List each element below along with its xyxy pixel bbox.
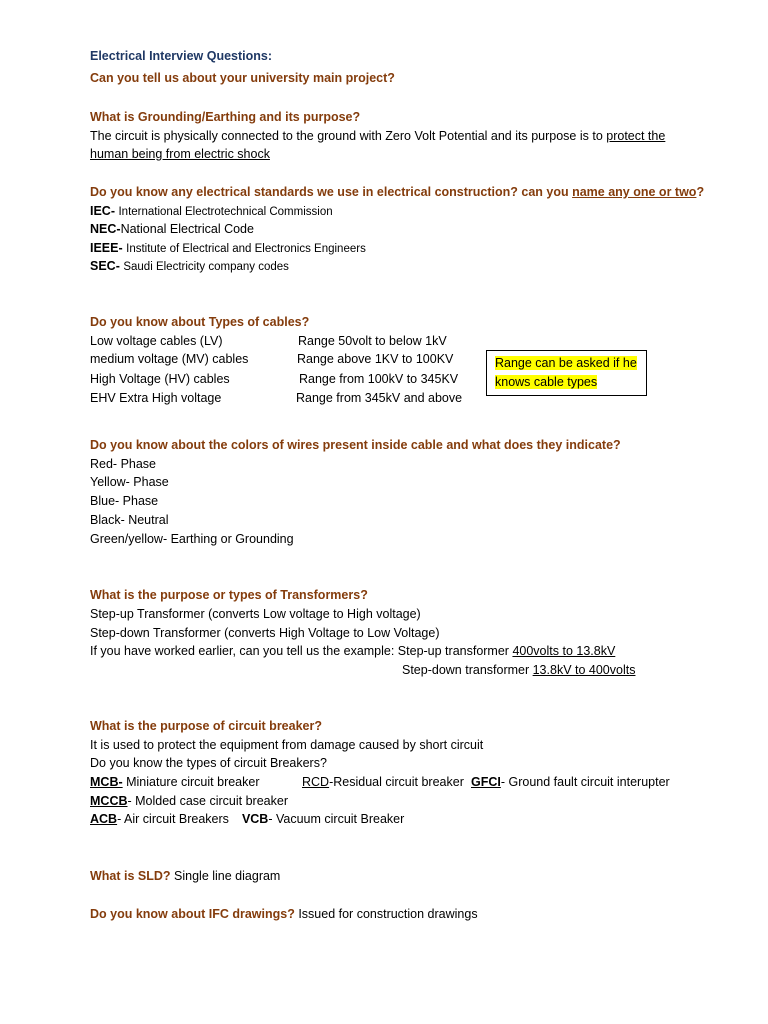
breaker-mccb [90, 793, 288, 809]
standard-text: Saudi Electricity company codes [123, 261, 289, 273]
question-wire-colors: Do you know about the colors of wires present inside cable and what does they indicate? [90, 438, 621, 452]
standard-item [90, 203, 333, 220]
transformer-example-value: 400volts to 13.8kV [512, 644, 616, 658]
breaker-text: - Air circuit Breakers [117, 812, 229, 826]
answer-grounding-line1 [90, 128, 665, 144]
transformer-step-up: Step-up Transformer (converts Low voltage to High voltage) [90, 607, 421, 621]
standard-item [90, 258, 289, 275]
standard-abbr: NEC- [90, 222, 121, 236]
transformer-example-text: Step-down transformer [402, 663, 533, 677]
wire-color-item: Yellow- Phase [90, 475, 169, 489]
breaker-text: Miniature circuit breaker [122, 775, 260, 789]
breaker-rcd [302, 774, 464, 790]
question-ifc: Do you know about IFC drawings? [90, 907, 295, 921]
wire-color-item: Red- Phase [90, 457, 157, 471]
answer-ifc: Issued for construction drawings [294, 907, 478, 921]
standard-item [90, 221, 254, 237]
breaker-text: - Vacuum circuit Breaker [268, 812, 405, 826]
transformer-example-value: 13.8kV to 400volts [532, 663, 636, 677]
cable-range: Range from 100kV to 345KV [299, 372, 459, 386]
cable-type: Low voltage cables (LV) [90, 334, 223, 348]
cable-range: Range 50volt to below 1kV [298, 334, 447, 348]
wire-color-item: Black- Neutral [90, 513, 169, 527]
breaker-gfci [471, 774, 670, 790]
comment-box [486, 350, 647, 396]
comment-line-2: knows cable types [495, 375, 598, 389]
breaker-purpose: It is used to protect the equipment from damage caused by short circuit [90, 738, 484, 752]
breaker-abbr: MCB- [90, 775, 123, 789]
standard-text: International Electrotechnical Commission [118, 206, 333, 218]
wire-color-item: Blue- Phase [90, 494, 159, 508]
breaker-abbr: ACB [90, 812, 118, 826]
transformer-example-line-2 [402, 662, 635, 678]
question-standards-underlined: name any one or two [572, 185, 697, 199]
question-standards-suffix: ? [696, 185, 705, 199]
cable-range: Range from 345kV and above [296, 391, 463, 405]
breaker-acb-vcb [90, 811, 404, 827]
breaker-types-question: Do you know the types of circuit Breakers? [90, 756, 327, 770]
question-circuit-breaker: What is the purpose of circuit breaker? [90, 719, 322, 733]
answer-sld: Single line diagram [170, 869, 281, 883]
ifc-line [90, 906, 478, 922]
breaker-abbr: VCB [241, 812, 269, 826]
cable-type: EHV Extra High voltage [90, 391, 222, 405]
standard-item [90, 240, 366, 257]
sld-line [90, 868, 280, 884]
breaker-abbr: MCCB [90, 794, 128, 808]
answer-grounding-underlined-1: protect the [606, 129, 666, 143]
cable-type: medium voltage (MV) cables [90, 352, 249, 366]
breaker-abbr: RCD [302, 775, 330, 789]
document-title: Electrical Interview Questions: [90, 49, 273, 63]
breaker-mcb [90, 774, 260, 790]
cable-type: High Voltage (HV) cables [90, 372, 230, 386]
standard-abbr: SEC- [90, 259, 124, 273]
question-sld: What is SLD? [90, 869, 171, 883]
wire-color-item: Green/yellow- Earthing or Grounding [90, 532, 294, 546]
answer-grounding-underlined-2: human being from electric shock [90, 147, 270, 161]
answer-grounding-text: The circuit is physically connected to the ground with Zero Volt Potential and its purpose is to [90, 129, 607, 143]
breaker-text: - Molded case circuit breaker [127, 794, 288, 808]
question-standards-text: Do you know any electrical standards we use in electrical construction? can you [90, 185, 573, 199]
standard-abbr: IEEE- [90, 241, 127, 255]
standard-text: National Electrical Code [120, 222, 254, 236]
question-standards [90, 184, 704, 200]
cable-range: Range above 1KV to 100KV [297, 352, 454, 366]
question-grounding: What is Grounding/Earthing and its purpose? [90, 110, 361, 124]
standard-text: Institute of Electrical and Electronics Engineers [126, 243, 366, 255]
question-cables: Do you know about Types of cables? [90, 315, 310, 329]
comment-line-1: Range can be asked if he [495, 356, 637, 370]
transformer-step-down: Step-down Transformer (converts High Voltage to Low Voltage) [90, 626, 440, 640]
question-transformers: What is the purpose or types of Transformers? [90, 588, 368, 602]
transformer-example-line [90, 643, 615, 659]
breaker-abbr: GFCI [471, 775, 501, 789]
transformer-example-text: If you have worked earlier, can you tell us the example: Step-up transformer [90, 644, 513, 658]
breaker-text: - Ground fault circuit interupter [500, 775, 670, 789]
breaker-text: -Residual circuit breaker [329, 775, 464, 789]
standard-abbr: IEC- [90, 204, 119, 218]
question-university-project: Can you tell us about your university main project? [90, 71, 395, 85]
